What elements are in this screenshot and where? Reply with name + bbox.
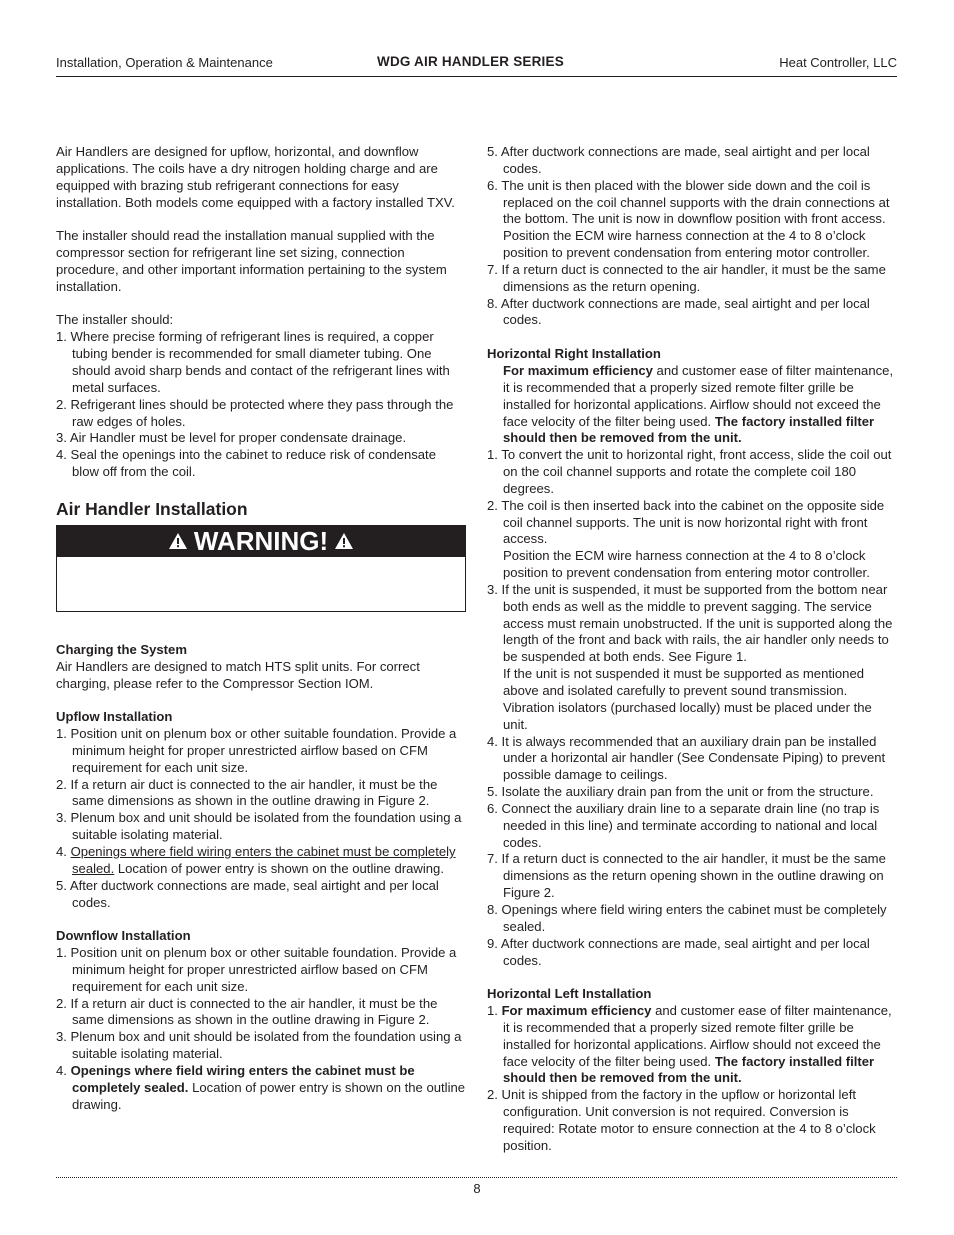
list-item: 3. Air Handler must be level for proper condensate drainage. (56, 430, 407, 446)
warning-triangle-icon (168, 532, 188, 550)
header-series-title: WDG AIR HANDLER SERIES (377, 54, 564, 69)
warning-box (56, 525, 466, 612)
list-item (487, 1003, 898, 1087)
list-item: 1. Position unit on plenum box or other suitable foundation. Provide a minimum height for proper unrestricted airflow based on CFM requirement for each unit size. (56, 945, 457, 994)
list-text: Location of power entry is shown on the outline drawing. (114, 860, 444, 876)
list-item (56, 1063, 466, 1114)
horizontal-right-intro (487, 363, 898, 447)
bold-text: For maximum efficiency (501, 1003, 652, 1019)
list-item: 2. If a return air duct is connected to the air handler, it must be the same dimensions as shown in the outline drawing in Figure 2. (56, 776, 438, 809)
list-note: Position the ECM wire harness connection at the 4 to 8 o’clock position to prevent condensation from entering motor controller. (503, 228, 870, 261)
footer-divider (56, 1177, 897, 1178)
list-number: 4. (56, 1062, 71, 1078)
list-item: 2. Refrigerant lines should be protected where they pass through the raw edges of holes. (56, 396, 454, 429)
horizontal-right-title: Horizontal Right Installation (487, 346, 661, 362)
list-item: 4. It is always recommended that an auxiliary drain pan be installed under a horizontal air handler (See Condensate Piping) to prevent possible damage to ceilings. (487, 733, 886, 783)
section-title: Air Handler Installation (56, 498, 248, 519)
header-document-type: Installation, Operation & Maintenance (56, 55, 273, 70)
charging-paragraph: Air Handlers are designed to match HTS split units. For correct charging, please refer to the Compressor Section IOM. (56, 658, 420, 691)
list-item: 6. Connect the auxiliary drain line to a separate drain line (no trap is needed in this line) and terminate according to national and local codes. (487, 800, 880, 850)
list-item: 2. Unit is shipped from the factory in the upflow or horizontal left configuration. Unit conversion is not required. Conversion is required: Rotate motor to ensure connection at the 4 to 8 o’clock position. (487, 1087, 876, 1153)
list-item: 1. To convert the unit to horizontal right, front access, slide the coil out on the coil channel supports and rotate the complete coil 180 degrees. (487, 447, 892, 496)
warning-triangle-icon (334, 532, 354, 550)
list-item: 2. The coil is then inserted back into the cabinet on the opposite side coil channel supports. The unit is now horizontal right with front access. (487, 497, 885, 547)
list-text: Location of power entry is shown on the outline drawing. (72, 1079, 466, 1112)
list-item: 7. If a return duct is connected to the air handler, it must be the same dimensions as the return opening. (487, 261, 886, 294)
list-item: 7. If a return duct is connected to the air handler, it must be the same dimensions as the return opening shown in the outline drawing on Figure 2. (487, 851, 886, 901)
list-item: 9. After ductwork connections are made, seal airtight and per local codes. (487, 935, 870, 968)
list-item: 1. Position unit on plenum box or other suitable foundation. Provide a minimum height for proper unrestricted airflow based on CFM requirement for each unit size. (56, 726, 457, 775)
header-company: Heat Controller, LLC (779, 55, 897, 70)
list-item: 2. If a return air duct is connected to the air handler, it must be the same dimensions as shown in the outline drawing in Figure 2. (56, 995, 438, 1028)
list-note: Position the ECM wire harness connection at the 4 to 8 o’clock position to prevent condensation from entering motor controller. (503, 548, 870, 581)
list-number: 1. (487, 1003, 502, 1019)
bold-text: For maximum efficiency (503, 362, 653, 378)
list-item (56, 844, 466, 878)
installer-should-label: The installer should: (56, 312, 174, 328)
right-column (487, 144, 898, 1155)
downflow-title: Downflow Installation (56, 928, 191, 944)
upflow-title: Upflow Installation (56, 709, 173, 725)
bold-text: Openings where field wiring enters the cabinet must be completely sealed. (70, 1062, 415, 1095)
page-header (56, 52, 897, 77)
list-item: 5. Isolate the auxiliary drain pan from the unit or from the structure. (487, 784, 874, 800)
bold-text: The factory installed filter should then be removed from the unit. (503, 1053, 875, 1086)
horizontal-left-title: Horizontal Left Installation (487, 986, 652, 1002)
charging-title: Charging the System (56, 641, 187, 657)
list-number: 4. (56, 844, 71, 859)
underlined-text: Openings where field wiring enters the cabinet must be completely sealed. (70, 844, 456, 876)
list-note: If the unit is not suspended it must be supported as mentioned above and isolated carefully to prevent sound transmission. Vibration isolators (purchased locally) must be placed under the unit. (503, 666, 872, 732)
bold-text: The factory installed filter should then be removed from the unit. (503, 413, 875, 446)
warning-text: WARNING! (193, 525, 329, 556)
list-item: 1. Where precise forming of refrigerant lines is required, a copper tubing bender is recommended for small diameter tubing. One should avoid sharp bends and contact of the refrigerant lines with metal surfaces. (56, 329, 450, 395)
intro-paragraph: Air Handlers are designed for upflow, horizontal, and downflow applications. The coils have a dry nitrogen holding charge and are equipped with brazing stub refrigerant connections for easy installation. Both models come equipped with a factory installed TXV. (56, 144, 455, 210)
body-text: and customer ease of filter maintenance, it is recommended that a properly sized remote filter grille be installed for horizontal applications. Airflow should not exceed the face velocity of the filter being used. (503, 1003, 892, 1069)
warning-banner (57, 526, 465, 557)
left-column (56, 144, 466, 1114)
page-number: 8 (473, 1181, 481, 1196)
list-item: 3. Plenum box and unit should be isolated from the foundation using a suitable isolating material. (56, 1029, 462, 1062)
list-item: 5. After ductwork connections are made, seal airtight and per local codes. (487, 144, 870, 176)
installer-manual-paragraph: The installer should read the installation manual supplied with the compressor section for refrigerant line set sizing, connection procedure, and other important information pertaining to the system installation. (56, 228, 447, 294)
list-item: 3. If the unit is suspended, it must be supported from the bottom near both ends as well as the middle to prevent sagging. The service access must remain unobstructed. If the unit is supported along the length of the front and back with rails, the air handler only needs to be suspended at both ends. See Figure 1. (487, 581, 893, 665)
list-item: 8. After ductwork connections are made, seal airtight and per local codes. (487, 295, 870, 328)
list-item: 8. Openings where field wiring enters the cabinet must be completely sealed. (487, 901, 887, 934)
list-item: 6. The unit is then placed with the blower side down and the coil is replaced on the coil channel supports with the drain connections at the bottom. The unit is now in downflow position with front access. (487, 177, 890, 227)
body-text: and customer ease of filter maintenance, it is recommended that a properly sized remote filter grille be installed for horizontal applications. Airflow should not exceed the face velocity of the filter being used. (503, 362, 894, 429)
list-item: 3. Plenum box and unit should be isolated from the foundation using a suitable isolating material. (56, 810, 462, 843)
list-item: 5. After ductwork connections are made, seal airtight and per local codes. (56, 877, 439, 910)
list-item: 4. Seal the openings into the cabinet to reduce risk of condensate blow off from the coil. (56, 447, 436, 480)
